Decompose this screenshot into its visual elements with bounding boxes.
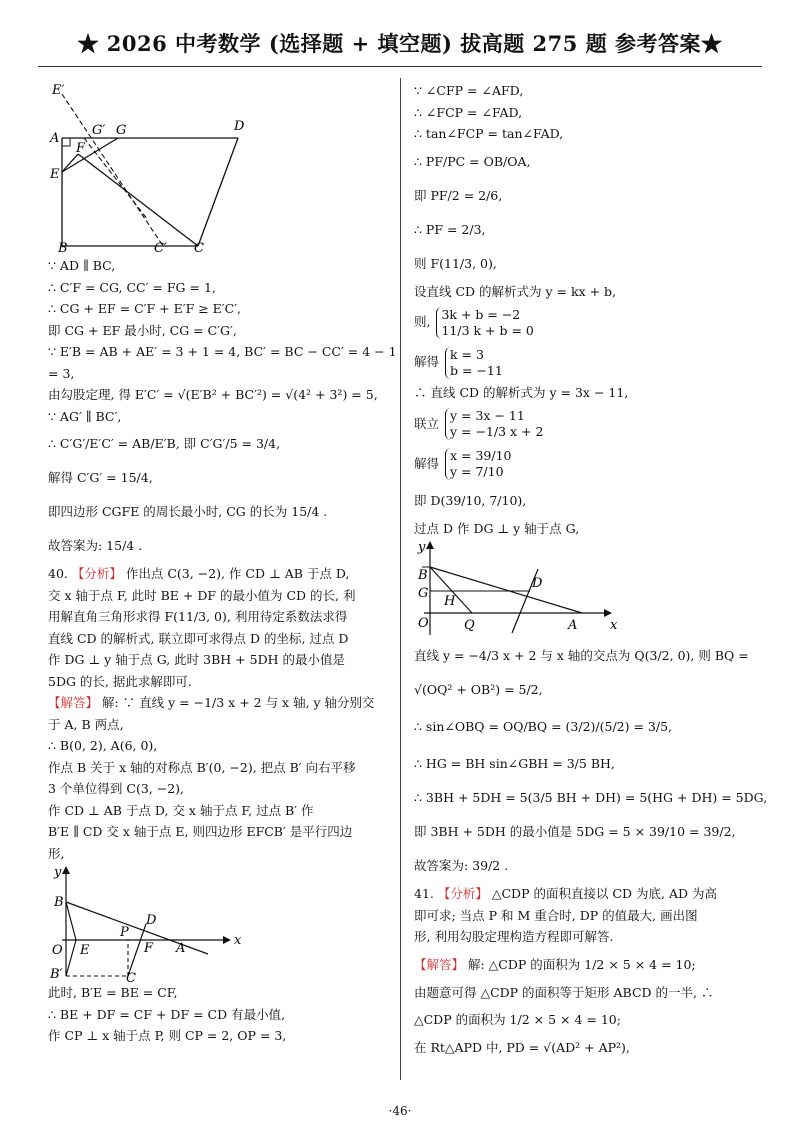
- text-line: 解得 C′G′ = 15/4,: [48, 470, 153, 485]
- text-line: △CDP 的面积为 1/2 × 5 × 4 = 10;: [414, 1012, 621, 1027]
- text-line: ∵ AD ∥ BC,: [48, 258, 116, 273]
- text-line: ∵ AG′ ∥ BC′,: [48, 408, 122, 424]
- text-line: ∴ CG + EF = C′F + E′F ≥ E′C′,: [48, 301, 242, 316]
- fig2-label: C: [126, 971, 136, 982]
- fig1-label: B: [58, 241, 68, 255]
- text-line: ∵ ∠CFP = ∠AFD,: [414, 83, 524, 98]
- text-line: 设直线 CD 的解析式为 y = kx + b,: [414, 283, 617, 299]
- fig2-label: x: [234, 933, 242, 948]
- text-line: 即四边形 CGFE 的周长最小时, CG 的长为 15/4 .: [48, 504, 328, 519]
- text-segment: 联立: [414, 415, 440, 431]
- fig1-label: G: [116, 123, 127, 138]
- fig1-label: D: [234, 119, 245, 134]
- fig2-label: E: [80, 943, 90, 958]
- text-line: ∴ tan∠FCP = tan∠FAD,: [414, 126, 564, 141]
- text-line: ∴ 直线 CD 的解析式为 y = 3x − 11,: [414, 385, 629, 400]
- solution-tag: 【解答】: [48, 695, 99, 710]
- equation: b = −11: [450, 362, 503, 378]
- text-segment: △CDP 的面积直接以 CD 为底, AD 为高: [491, 886, 717, 901]
- text-line: 3 个单位得到 C(3, −2),: [48, 781, 185, 796]
- fig3-label: G: [418, 586, 429, 601]
- equation: y = −1/3 x + 2: [450, 424, 544, 439]
- text-line: 用解直角三角形求得 F(11/3, 0), 利用待定系数法求得: [48, 609, 348, 624]
- fig3-label: O: [418, 616, 429, 631]
- fig1-label: E: [50, 167, 60, 182]
- text-line: ∴ 3BH + 5DH = 5(3/5 BH + DH) = 5(HG + DH) = 5DG,: [414, 790, 768, 805]
- fig1-label: G′: [92, 123, 106, 138]
- text-segment: 解得: [414, 455, 440, 471]
- fig2-label: y: [54, 865, 62, 880]
- text-line: 在 Rt△APD 中, PD = √(AD² + AP²),: [414, 1040, 630, 1055]
- fig3-label: B: [418, 568, 428, 583]
- figure-coordinate-1: [48, 864, 248, 982]
- text-line: ∴ BE + DF = CF + DF = CD 有最小值,: [48, 1006, 286, 1022]
- text-line: 作 CD ⊥ AB 于点 D, 交 x 轴于点 F, 过点 B′ 作: [48, 802, 314, 818]
- header-rule: [38, 66, 762, 67]
- fig1-label: F: [76, 141, 86, 156]
- fig2-label: F: [144, 941, 154, 956]
- text-line: 作 DG ⊥ y 轴于点 G, 此时 3BH + 5DH 的最小值是: [48, 652, 345, 667]
- fig2-label: A: [176, 941, 186, 956]
- text-line: 此时, B′E = BE = CF,: [48, 985, 178, 1000]
- text-line: 直线 y = −4/3 x + 2 与 x 轴的交点为 Q(3/2, 0), 则 BQ =: [414, 648, 749, 663]
- question-40-analysis: [48, 563, 390, 585]
- text-line: 故答案为: 39/2 .: [414, 858, 509, 873]
- right-column: [414, 80, 768, 1059]
- text-line: 直线 CD 的解析式, 联立即可求得点 D 的坐标, 过点 D: [48, 630, 349, 646]
- solution-tag: 【解答】: [414, 956, 465, 972]
- figure-quadrilateral: [48, 80, 258, 255]
- solution-line: [414, 948, 758, 982]
- text-line: ∴ C′F = CG, CC′ = FG = 1,: [48, 279, 216, 295]
- fig3-label: y: [418, 540, 426, 555]
- page-header: ★ 2026 中考数学 (选择题 + 填空题) 拔高题 275 题 参考答案★: [77, 31, 723, 56]
- column-divider: [400, 78, 401, 1080]
- text-line: 即可求; 当点 P 和 M 重合时, DP 的值最大, 画出图: [414, 907, 698, 923]
- system-brace: [445, 448, 512, 480]
- text-segment: 作出点 C(3, −2), 作 CD ⊥ AB 于点 D,: [125, 566, 350, 581]
- fig2-label: O: [52, 943, 63, 958]
- text-line: 形, 利用勾股定理构造方程即可解答.: [414, 929, 614, 944]
- text-segment: 则,: [414, 314, 431, 329]
- text-line: ∴ PF/PC = OB/OA,: [414, 153, 531, 169]
- text-line: 作点 B 关于 x 轴的对称点 B′(0, −2), 把点 B′ 向右平移: [48, 759, 356, 775]
- fig2-label: B′: [50, 967, 63, 982]
- question-number: 40.: [48, 566, 68, 581]
- text-line: B′E ∥ CD 交 x 轴于点 E, 则四边形 EFCB′ 是平行四边: [48, 824, 353, 839]
- text-line: 作 CP ⊥ x 轴于点 P, 则 CP = 2, OP = 3,: [48, 1028, 287, 1043]
- question-number: 41.: [414, 886, 434, 901]
- text-line: 则 F(11/3, 0),: [414, 255, 497, 271]
- equation: x = 39/10: [450, 448, 512, 463]
- system-brace: [445, 347, 503, 379]
- figure-coordinate-2: [414, 539, 624, 639]
- solution-line: [48, 692, 390, 714]
- text-line: ∴ B(0, 2), A(6, 0),: [48, 738, 158, 753]
- fig3-label: H: [444, 594, 456, 609]
- fig3-label: D: [532, 576, 543, 591]
- text-line: 即 D(39/10, 7/10),: [414, 492, 527, 508]
- fig1-label: A: [50, 131, 60, 146]
- fig1-label: C: [194, 241, 204, 255]
- analysis-tag: 【分析】: [71, 566, 122, 581]
- text-line: ∴ PF = 2/3,: [414, 221, 486, 237]
- text-line: 由题意可得 △CDP 的面积等于矩形 ABCD 的一半, ∴: [414, 984, 714, 1000]
- text-line: = 3,: [48, 365, 75, 381]
- fig3-label: x: [610, 618, 618, 633]
- text-line: 即 PF/2 = 2/6,: [414, 187, 503, 203]
- equation: k = 3: [450, 346, 484, 362]
- text-segment: 解: ∵ 直线 y = −1/3 x + 2 与 x 轴, y 轴分别交: [102, 695, 375, 710]
- analysis-tag: 【分析】: [437, 886, 488, 901]
- fig2-label: D: [146, 913, 157, 928]
- text-line: 由勾股定理, 得 E′C′ = √(E′B² + BC′²) = √(4² + 3²) = 5,: [48, 387, 378, 402]
- text-segment: 解得: [414, 354, 440, 369]
- equation: y = 7/10: [450, 464, 504, 479]
- fig3-label: A: [568, 618, 578, 633]
- system-brace: [436, 307, 533, 339]
- equation: 11/3 k + b = 0: [441, 322, 534, 338]
- fig2-label: B: [54, 895, 64, 910]
- fig1-label: E′: [52, 83, 65, 98]
- text-segment: 解: △CDP 的面积为 1/2 × 5 × 4 = 10;: [468, 956, 696, 972]
- text-line: 交 x 轴于点 F, 此时 BE + DF 的最小值为 CD 的长, 利: [48, 587, 356, 603]
- equation-system: [414, 302, 758, 342]
- text-line: 即 CG + EF 最小时, CG = C′G′,: [48, 322, 237, 338]
- text-line: ∴ ∠FCP = ∠FAD,: [414, 104, 523, 120]
- text-line: 于 A, B 两点,: [48, 716, 124, 732]
- text-line: 故答案为: 15/4 .: [48, 538, 143, 553]
- page-number: ·46·: [388, 1104, 412, 1118]
- text-line: ∵ E′B = AB + AE′ = 3 + 1 = 4, BC′ = BC − CC′ = 4 − 1: [48, 344, 397, 359]
- text-line: 5DG 的长, 据此求解即可.: [48, 673, 192, 689]
- equation-system: [414, 342, 758, 382]
- fig2-label: P: [120, 925, 129, 940]
- text-line: ∴ sin∠OBQ = OQ/BQ = (3/2)/(5/2) = 3/5,: [414, 719, 672, 734]
- text-line: ∴ C′G′/E′C′ = AB/E′B, 即 C′G′/5 = 3/4,: [48, 436, 281, 451]
- fig1-label: C′: [154, 241, 167, 255]
- equation-system: [414, 404, 758, 444]
- equation-system: [414, 444, 758, 484]
- equation: 3k + b = −2: [441, 306, 521, 322]
- text-line: 即 3BH + 5DH 的最小值是 5DG = 5 × 39/10 = 39/2,: [414, 824, 736, 839]
- fig3-label: Q: [464, 618, 475, 633]
- question-41-analysis: [414, 883, 758, 905]
- text-line: 过点 D 作 DG ⊥ y 轴于点 G,: [414, 520, 580, 536]
- text-line: ∴ HG = BH sin∠GBH = 3/5 BH,: [414, 756, 615, 771]
- text-line: √(OQ² + OB²) = 5/2,: [414, 682, 543, 697]
- equation: y = 3x − 11: [450, 408, 525, 423]
- system-brace: [445, 408, 543, 440]
- left-column: [48, 80, 397, 1047]
- text-line: 形,: [48, 845, 65, 861]
